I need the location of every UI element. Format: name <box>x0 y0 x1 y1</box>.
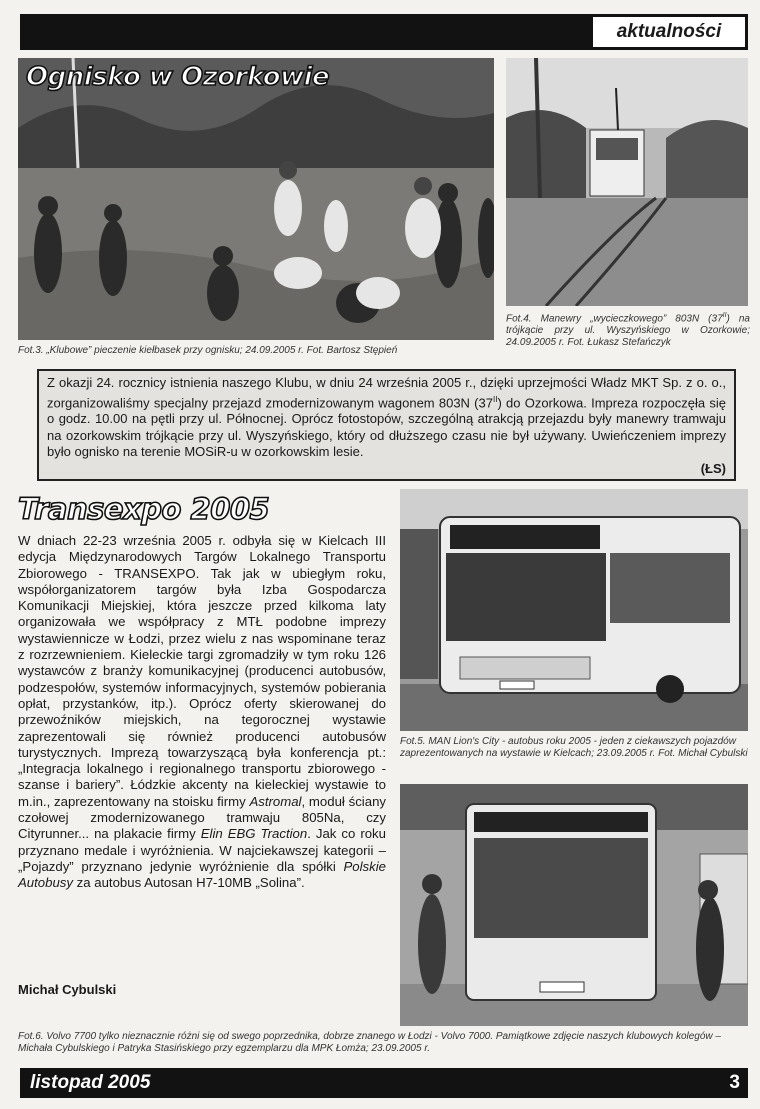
photo-tram-caption <box>506 310 750 349</box>
article-author: Michał Cybulski <box>18 982 117 997</box>
article-astromal: Astromal <box>249 793 302 809</box>
article-elin: Elin EBG Traction <box>200 826 308 842</box>
top-story-sup: II <box>492 394 498 404</box>
top-story-text-b: ) do Ozorkowa. Impreza rozpoczęła się o godz. 10.00 na pętli przy ul. Północnej. Oprócz fotostopów, szczególną atrakcją przejazdu były manewry tramwaju na ozorkowskim trójkącie przy ul. Wyszyńskiego, który od dłuższego czasu nie był używany. Uwieńczeniem imprezy było ognisko na terenie MOSiR-u w ozorkowskim lesie. <box>47 394 727 460</box>
top-story-body <box>37 369 736 481</box>
top-story-signature: (ŁS) <box>700 460 726 476</box>
article-title: Transexpo 2005 <box>18 492 270 526</box>
top-story-title: Ognisko w Ozorkowie <box>26 62 330 92</box>
article-text-4: za autobus Autosan H7-10MB „Solina”. <box>73 875 305 891</box>
photo-volvo-bus <box>400 784 748 1026</box>
header-bar <box>20 14 748 50</box>
photo-man-bus <box>400 489 748 731</box>
photo-tram-caption-part2: ) na trójkącie przy ul. Wyszyńskiego w Ozorkowie; 24.09.2005 r. Fot. Łukasz Stefańczyk <box>506 313 750 349</box>
section-label: aktualności <box>590 14 748 50</box>
article-body <box>18 533 386 892</box>
photo-volvo-bus-caption: Fot.6. Volvo 7700 tylko nieznacznie różni się od swego poprzednika, dobrze znanego w Łodzi - Volvo 7000. Pamiątkowe zdjęcie naszych klubowych kolegów – Michała Cybulskiego i Patryka Stasińskiego przy egzemplarzu dla MPK Łomża; 23.09.2005 r. <box>18 1031 721 1054</box>
photo-tram <box>506 58 748 306</box>
article-paragraph <box>18 533 386 892</box>
photo-campfire <box>18 58 494 340</box>
article-text-1: W dniach 22-23 września 2005 r. odbyła się w Kielcach III edycja Międzynarodowych Targów Lokalnego Transportu Zbiorowego - TRANSEXPO. Tak jak w ubiegłym roku, współorganizatorem targów była Izba Gospodarcza Komunikacji Miejskiej, która jeszcze przed kilkoma laty organizowała we współpracy z MTŁ podobne imprezy wystawiennicze w Łodzi, przez wielu z nas wspominane teraz z rozrzewnieniem. Kieleckie targi zgromadziły w tym roku 126 wystawców z branży komunikacyjnej (producenci autobusów, podzespołów, systemów informacyjnych, systemów pobierania opłat, przystanków, itp.). Oprócz oferty skierowanej do przewoźników miejskich, na tegorocznej wystawie zaprezentowali się również producenci autobusów turystycznych. Imprezą towarzyszącą była konferencja pt.: „Integracja lokalnego i regionalnego transportu zbiorowego - szanse i bariery”. Łódzkie akcenty na kieleckiej wystawie to m.in., zaprezentowany na stoisku firmy <box>18 533 386 809</box>
article-polskie: Polskie Autobusy <box>18 858 386 891</box>
photo-tram-caption-part1: Fot.4. Manewry „wycieczkowego” 803N (37 <box>506 313 723 325</box>
photo-campfire-caption: Fot.3. „Klubowe” pieczenie kiełbasek przy ognisku; 24.09.2005 r. Fot. Bartosz Stępień <box>18 345 398 356</box>
footer-bar <box>20 1068 748 1098</box>
issue-date: listopad 2005 <box>30 1072 151 1093</box>
photo-man-bus-caption: Fot.5. MAN Lion's City - autobus roku 2005 - jeden z ciekawszych pojazdów zaprezentowanych na wystawie w Kielcach; 23.09.2005 r. Fot. Michał Cybulski <box>400 736 748 759</box>
page-number: 3 <box>729 1072 740 1093</box>
photo-tram-caption-sup: II <box>722 312 727 319</box>
top-story-text-a: Z okazji 24. rocznicy istnienia naszego Klubu, w dniu 24 września 2005 r., dzięki uprzejmości Władz MKT Sp. z o. o., zorganizowaliśmy specjalny przejazd zmodernizowanym wagonem 803N (37 <box>47 375 726 410</box>
article-text-3: . Jak co roku przyznano medale i wyróżnienia. W najciekawszej kategorii – „Pojazdy” przyznano jedynie wyróżnienie dla spółki <box>18 826 386 874</box>
article-text-2: , moduł ściany czołowej zmodernizowanego tramwaju 805Na, czy Cityrunner... na plakacie firmy <box>18 793 387 842</box>
